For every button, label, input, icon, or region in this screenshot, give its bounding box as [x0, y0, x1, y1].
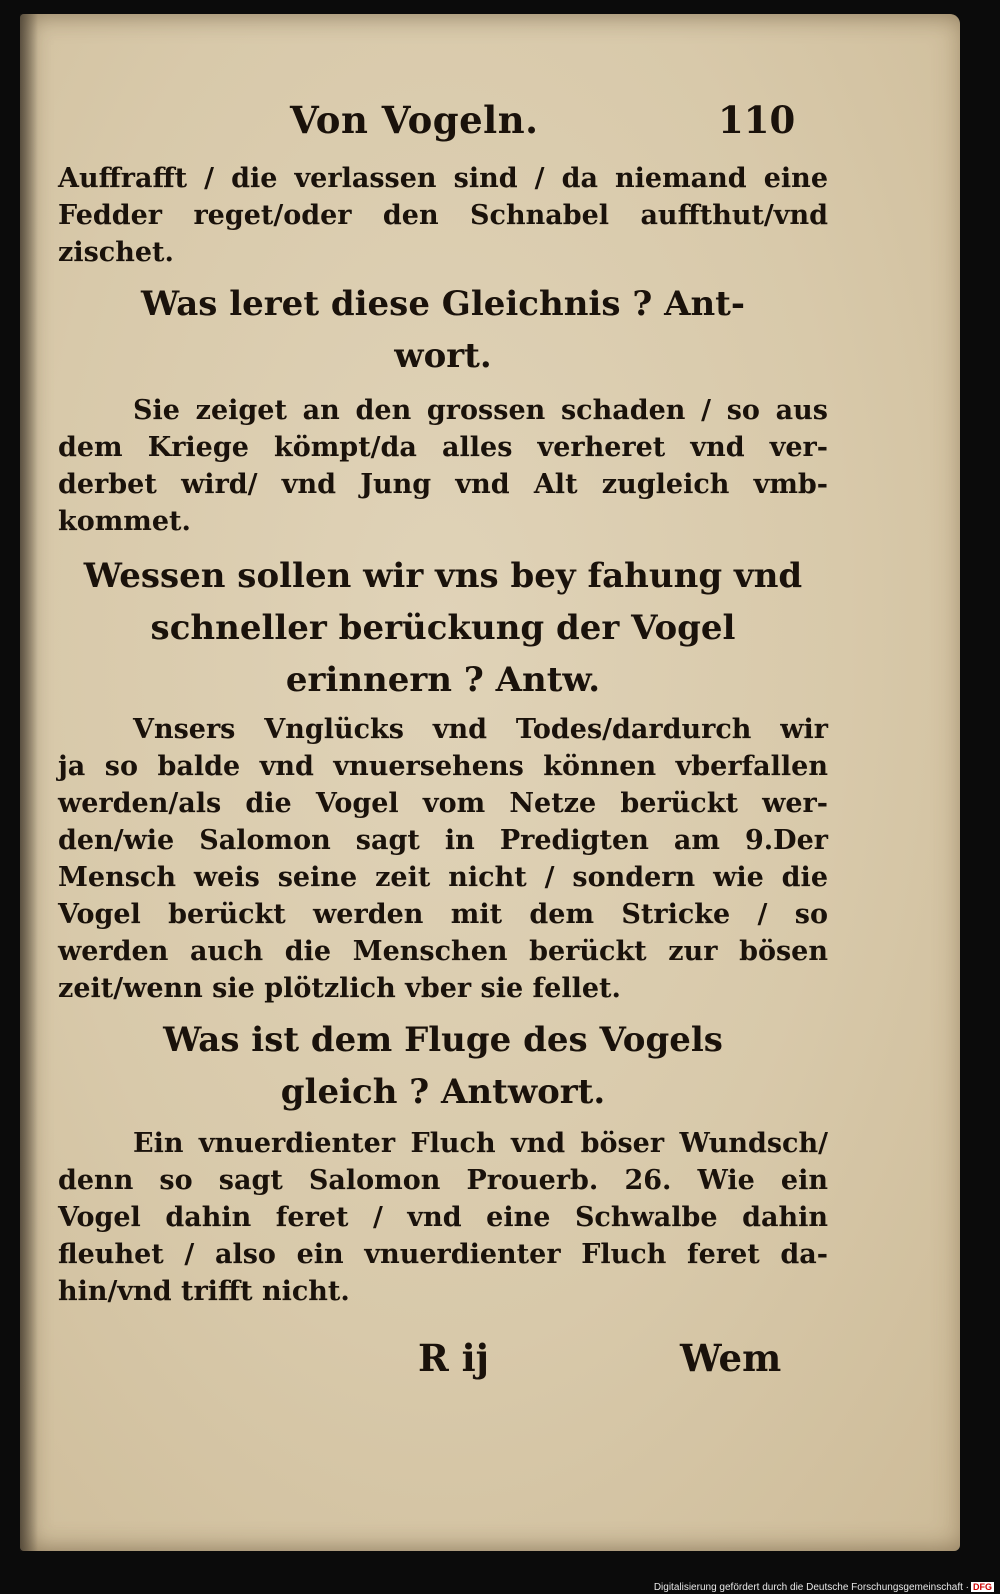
catchword: Wem: [680, 1336, 782, 1380]
heading-line: gleich ? Antwort.: [280, 1072, 606, 1112]
text-line: ja so balde vnd vnuersehens können vberfallen: [58, 751, 828, 782]
question-heading: [58, 1014, 828, 1118]
text-line: Auffrafft / die verlassen sind / da niemand eine: [58, 163, 828, 194]
dfg-logo: DFG: [973, 1582, 992, 1592]
page-number: 110: [718, 98, 796, 142]
heading-line: Wessen sollen wir vns bey fahung vnd: [83, 556, 803, 596]
text-line: Vogel berückt werden mit dem Stricke / so: [58, 899, 828, 930]
answer-paragraph: [58, 1125, 828, 1310]
heading-line: schneller berückung der Vogel: [150, 608, 736, 648]
heading-line: wort.: [394, 336, 492, 376]
book-page: [20, 14, 960, 1551]
heading-line: erinnern ? Antw.: [285, 660, 601, 700]
text-line: den/wie Salomon sagt in Predigten am 9.Der: [58, 825, 828, 856]
text-line: Mensch weis seine zeit nicht / sondern wie die: [58, 862, 828, 893]
text-line: zeit/wenn sie plötzlich vber sie fellet.: [58, 973, 621, 1004]
text-line: zischet.: [58, 237, 174, 268]
question-heading: [58, 278, 828, 382]
heading-line: Was ist dem Fluge des Vogels: [163, 1020, 723, 1060]
paragraph-continuation: [58, 160, 828, 271]
text-line: dem Kriege kömpt/da alles verheret vnd ver-: [58, 432, 828, 463]
text-line: hin/vnd trifft nicht.: [58, 1276, 350, 1307]
text-line: derbet wird/ vnd Jung vnd Alt zugleich vmb-: [58, 469, 828, 500]
question-heading: [58, 550, 828, 706]
running-head: [20, 98, 960, 148]
heading-line: Was leret diese Gleichnis ? Ant-: [140, 284, 745, 324]
spine-shadow: [20, 14, 38, 1551]
running-title: Von Vogeln.: [290, 98, 539, 142]
text-line: Sie zeiget an den grossen schaden / so aus: [133, 395, 828, 426]
text-line: werden/als die Vogel vom Netze berückt wer-: [58, 788, 828, 819]
text-line: werden auch die Menschen berückt zur bösen: [58, 936, 828, 967]
text-line: Vnsers Vnglücks vnd Todes/dardurch wir: [133, 714, 828, 745]
text-line: kommet.: [58, 506, 191, 537]
signature-mark: R ij: [418, 1336, 490, 1380]
text-line: Ein vnuerdienter Fluch vnd böser Wundsch/: [133, 1128, 828, 1159]
text-line: fleuhet / also ein vnuerdienter Fluch feret da-: [58, 1239, 828, 1270]
page-footer: [20, 1336, 960, 1396]
answer-paragraph: [58, 711, 828, 1007]
text-line: denn so sagt Salomon Prouerb. 26. Wie ein: [58, 1165, 828, 1196]
answer-paragraph: [58, 392, 828, 540]
text-line: Fedder reget/oder den Schnabel auffthut/vnd: [58, 200, 828, 231]
text-line: Vogel dahin feret / vnd eine Schwalbe dahin: [58, 1202, 828, 1233]
credit-text: Digitalisierung gefördert durch die Deutsche Forschungsgemeinschaft ·: [653, 1582, 969, 1593]
digitization-credit: [654, 1582, 994, 1593]
